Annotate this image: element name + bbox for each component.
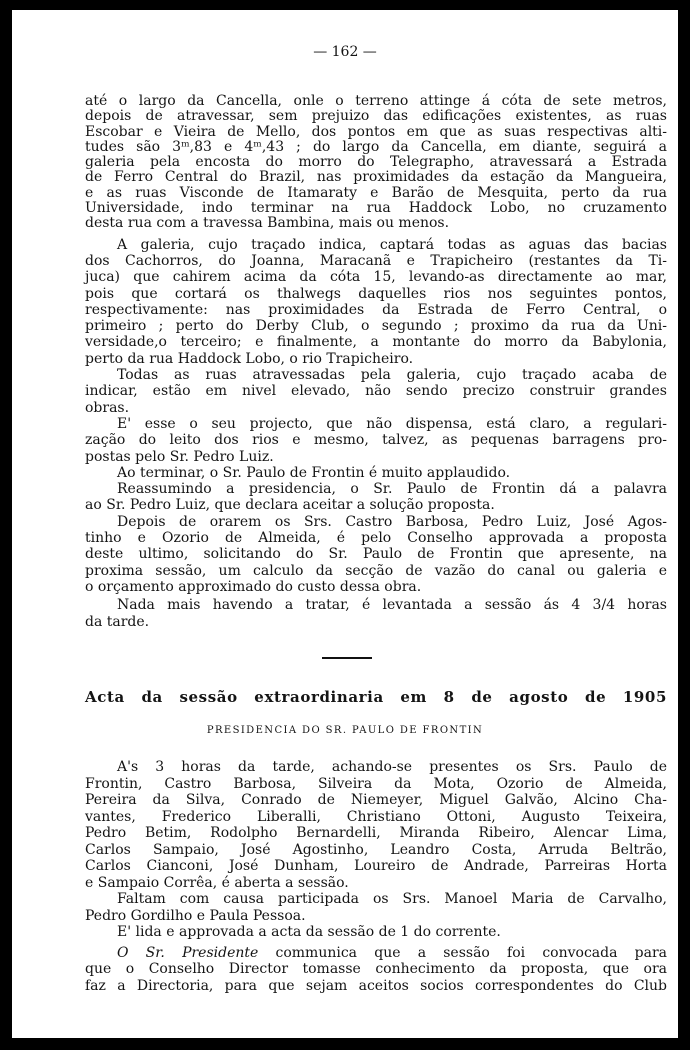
text-line: juca) que cahirem acima da cóta 15, levando-as directamente ao mar, xyxy=(85,269,667,286)
paragraph xyxy=(85,237,667,367)
paragraph xyxy=(85,367,667,416)
text-line: E' lida e approvada a acta da sessão de 1 do corrente. xyxy=(117,924,501,940)
text-line: Ao terminar, o Sr. Paulo de Frontin é muito applaudido. xyxy=(117,464,511,481)
paragraph xyxy=(85,481,667,514)
text-line: pois que cortará os thalwegs daquelles rios nos seguintes pontos, xyxy=(85,285,667,302)
paragraph xyxy=(85,924,667,941)
text-line: galeria pela encosta do morro do Telegrapho, atravessará a Estrada xyxy=(85,154,667,171)
text-line: indicar, estão em nivel elevado, não sendo precizo construir grandes xyxy=(85,383,667,400)
text-line: dos Cachorros, do Joanna, Maracanã e Trapicheiro (restantes da Ti- xyxy=(85,252,667,269)
text-line: obras. xyxy=(85,399,130,416)
text-line: e Sampaio Corrêa, é aberta a sessão. xyxy=(85,874,349,891)
text-line: Pedro Betim, Rodolpho Bernardelli, Miranda Ribeiro, Alencar Lima, xyxy=(85,825,667,841)
text-line: que o Conselho Director tomasse conhecimento da proposta, que ora xyxy=(85,961,667,977)
text-line: Universidade, indo terminar na rua Haddock Lobo, no cruzamento xyxy=(85,200,667,217)
text-line: o orçamento approximado do custo dessa obra. xyxy=(85,578,422,595)
text-line: versidade,o terceiro; e finalmente, a montante do morro da Babylonia, xyxy=(85,334,667,351)
text-line: A galeria, cujo traçado indica, captará todas as aguas das bacias xyxy=(117,236,667,253)
extraordinary-session-minutes xyxy=(85,759,667,994)
text-line: Reassumindo a presidencia, o Sr. Paulo de Frontin dá a palavra xyxy=(117,481,667,498)
text-line: Nada mais havendo a tratar, é levantada a sessão ás 4 3/4 horas xyxy=(117,597,667,614)
text-line: perto da rua Haddock Lobo, o rio Trapicheiro. xyxy=(85,350,414,367)
paragraph xyxy=(85,759,667,891)
text-line: postas pelo Sr. Pedro Luiz. xyxy=(85,448,274,465)
text-line: da tarde. xyxy=(85,613,150,630)
text-line: Escobar e Vieira de Mello, dos pontos em que as suas respectivas alti- xyxy=(85,123,667,140)
minutes-heading: Acta da sessão extraordinaria em 8 de agosto de 1905 xyxy=(85,688,667,706)
text-line: ao Sr. Pedro Luiz, que declara aceitar a solução proposta. xyxy=(85,497,495,514)
presidency-subheading: PRESIDENCIA DO SR. PAULO DE FRONTIN xyxy=(206,725,484,736)
speaker-italic: O Sr. Presidente xyxy=(117,944,259,961)
text-line: tudes são 3ᵐ,83 e 4ᵐ,43 ; do largo da Cancella, em diante, seguirá a xyxy=(85,138,667,155)
line-text: communica que a sessão foi convocada para xyxy=(258,944,668,961)
text-line: até o largo da Cancella, onle o terreno attinge á cóta de sete metros, xyxy=(85,93,667,109)
section-divider-rule xyxy=(322,657,372,659)
text-line: de Ferro Central do Brazil, nas proximidades da estação da Mangueira, xyxy=(85,169,667,186)
text-line: vantes, Frederico Liberalli, Christiano Ottoni, Augusto Teixeira, xyxy=(85,808,667,825)
text-line xyxy=(85,945,667,962)
text-line: respectivamente: nas proximidades da Estrada de Ferro Central, o xyxy=(85,301,667,318)
text-line: Carlos Sampaio, José Agostinho, Leandro Costa, Arruda Beltrão, xyxy=(85,841,667,858)
text-line: proxima sessão, um calculo da secção de vazão do canal ou galeria e xyxy=(85,562,667,579)
text-line: depois de atravessar, sem prejuizo das edificações existentes, as ruas xyxy=(85,108,667,125)
text-line: Carlos Cianconi, José Dunham, Loureiro de Andrade, Parreiras Horta xyxy=(85,858,667,874)
text-line: E' esse o seu projecto, que não dispensa, está claro, a regulari- xyxy=(117,415,667,432)
text-line: tinho e Ozorio de Almeida, é pelo Conselho approvada a proposta xyxy=(85,530,667,547)
text-line: Pereira da Silva, Conrado de Niemeyer, Miguel Galvão, Alcino Cha- xyxy=(85,792,667,808)
paragraph xyxy=(85,891,667,924)
paragraph xyxy=(85,416,667,465)
text-line: Todas as ruas atravessadas pela galeria, cujo traçado acaba de xyxy=(117,367,667,384)
page-number: — 162 — xyxy=(313,44,377,60)
text-line: Depois de orarem os Srs. Castro Barbosa, Pedro Luiz, José Agos- xyxy=(117,513,667,530)
previous-minutes-continuation xyxy=(85,94,667,630)
text-line: Faltam com causa participada os Srs. Manoel Maria de Carvalho, xyxy=(117,891,667,907)
paragraph xyxy=(85,597,667,630)
text-line: primeiro ; perto do Derby Club, o segundo ; proximo da rua da Uni- xyxy=(85,318,667,335)
paragraph xyxy=(85,94,667,232)
text-line: e as ruas Visconde de Itamaraty e Barão de Mesquita, perto da rua xyxy=(85,184,667,201)
paragraph xyxy=(85,945,667,995)
text-line: A's 3 horas da tarde, achando-se presentes os Srs. Paulo de xyxy=(117,759,667,775)
paragraph xyxy=(85,514,667,595)
text-line: deste ultimo, solicitando do Sr. Paulo de Frontin que apresente, na xyxy=(85,546,667,563)
text-line: Pedro Gordilho e Paula Pessoa. xyxy=(85,907,306,924)
text-line: desta rua com a travessa Bambina, mais ou menos. xyxy=(85,215,450,232)
text-line: zação do leito dos rios e mesmo, talvez, as pequenas barragens pro- xyxy=(85,432,667,449)
paragraph xyxy=(85,465,667,481)
text-line: Frontin, Castro Barbosa, Silveira da Mota, Ozorio de Almeida, xyxy=(85,775,667,792)
text-line: faz a Directoria, para que sejam aceitos socios correspondentes do Club xyxy=(85,977,667,994)
